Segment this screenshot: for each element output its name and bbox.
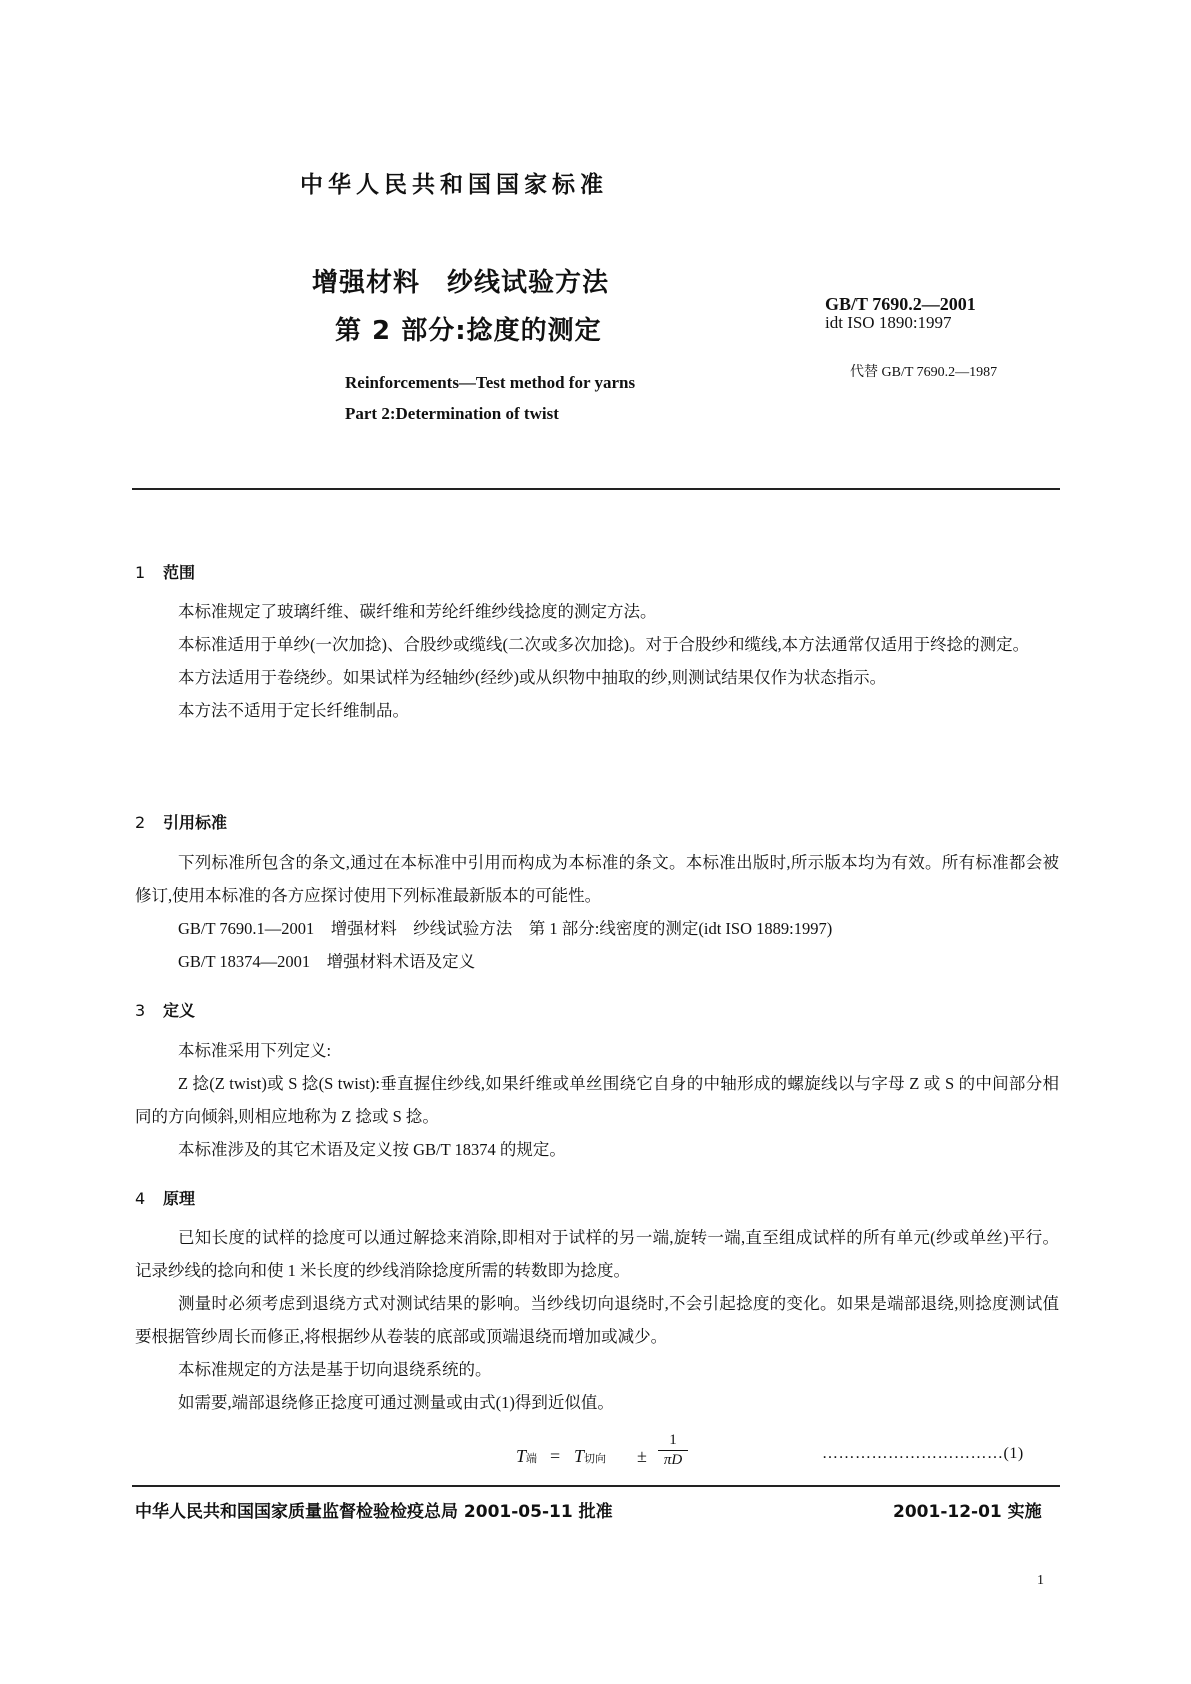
paragraph: 已知长度的试样的捻度可以通过解捻来消除,即相对于试样的另一端,旋转一端,直至组成试样的所有单元(纱或单丝)平行。记录纱线的捻向和使 1 米长度的纱线消除捻度所需的转数即为捻度。 (135, 1228, 1059, 1280)
implementation-date: 2001-12-01 实施 (893, 1502, 1042, 1522)
section-heading-1: 1 范围 (135, 563, 196, 582)
standard-replaces: 代替 GB/T 7690.2—1987 (850, 365, 998, 380)
section-heading-2: 2 引用标准 (135, 813, 228, 832)
reference-item: GB/T 7690.1—2001 增强材料 纱线试验方法 第 1 部分:线密度的测定(idt ISO 1889:1997) (178, 919, 833, 938)
title-chinese-line2: 第 2 部分:捻度的测定 (335, 316, 602, 346)
national-standard-title: 中华人民共和国国家标准 (300, 172, 608, 198)
section-body-4 (135, 1221, 1059, 1419)
formula-number: ……………………………(1) (822, 1445, 1024, 1462)
paragraph: Z 捻(Z twist)或 S 捻(S twist):垂直握住纱线,如果纤维或单丝围绕它自身的中轴形成的螺旋线以与字母 Z 或 S 的中间部分相同的方向倾斜,则相应地称为 Z 捻或 S 捻。 (135, 1074, 1059, 1126)
section-body-2 (135, 846, 1059, 978)
title-english-line2: Part 2:Determination of twist (345, 404, 559, 423)
formula-fraction (658, 1432, 688, 1469)
paragraph: 本标准规定了玻璃纤维、碳纤维和芳纶纤维纱线捻度的测定方法。 (178, 602, 657, 621)
formula-numerator: 1 (669, 1432, 677, 1448)
section-heading-3: 3 定义 (135, 1001, 196, 1020)
standard-idt: idt ISO 1890:1997 (825, 313, 952, 332)
formula-1 (508, 1432, 748, 1478)
paragraph: 测量时必须考虑到退绕方式对测试结果的影响。当纱线切向退绕时,不会引起捻度的变化。如果是端部退绕,则捻度测试值要根据管纱周长而修正,将根据纱从卷装的底部或顶端退绕而增加或减少。 (135, 1294, 1059, 1346)
footer-divider (132, 1485, 1060, 1487)
formula-rhs: T切向 (574, 1446, 607, 1466)
paragraph: 本标准采用下列定义: (178, 1041, 332, 1060)
page-number: 1 (1037, 1573, 1044, 1588)
header-divider (132, 488, 1060, 490)
section-heading-4: 4 原理 (135, 1189, 196, 1208)
standard-number: GB/T 7690.2—2001 (825, 294, 976, 314)
reference-item: GB/T 18374—2001 增强材料术语及定义 (178, 952, 476, 971)
title-english-line1: Reinforcements—Test method for yarns (345, 373, 636, 392)
paragraph: 本方法适用于卷绕纱。如果试样为经轴纱(经纱)或从织物中抽取的纱,则测试结果仅作为状态指示。 (178, 668, 887, 687)
section-body-3 (135, 1034, 1059, 1166)
formula-equals: = (550, 1446, 561, 1466)
paragraph: 本标准适用于单纱(一次加捻)、合股纱或缆线(二次或多次加捻)。对于合股纱和缆线,本方法通常仅适用于终捻的测定。 (178, 635, 1030, 654)
formula-plus-minus: ± (637, 1446, 647, 1466)
approval-line: 中华人民共和国国家质量监督检验检疫总局 2001-05-11 批准 (135, 1502, 613, 1522)
paragraph: 如需要,端部退绕修正捻度可通过测量或由式(1)得到近似值。 (178, 1393, 614, 1412)
paragraph: 下列标准所包含的条文,通过在本标准中引用而构成为本标准的条文。本标准出版时,所示版本均为有效。所有标准都会被修订,使用本标准的各方应探讨使用下列标准最新版本的可能性。 (135, 853, 1059, 905)
paragraph: 本方法不适用于定长纤维制品。 (178, 701, 409, 720)
formula-denominator: πD (663, 1452, 683, 1468)
formula-lhs: T端 (516, 1446, 538, 1466)
title-chinese-line1: 增强材料 纱线试验方法 (312, 268, 610, 298)
paragraph: 本标准涉及的其它术语及定义按 GB/T 18374 的规定。 (178, 1140, 566, 1159)
paragraph: 本标准规定的方法是基于切向退绕系统的。 (178, 1360, 492, 1379)
section-body-1 (135, 595, 1059, 727)
